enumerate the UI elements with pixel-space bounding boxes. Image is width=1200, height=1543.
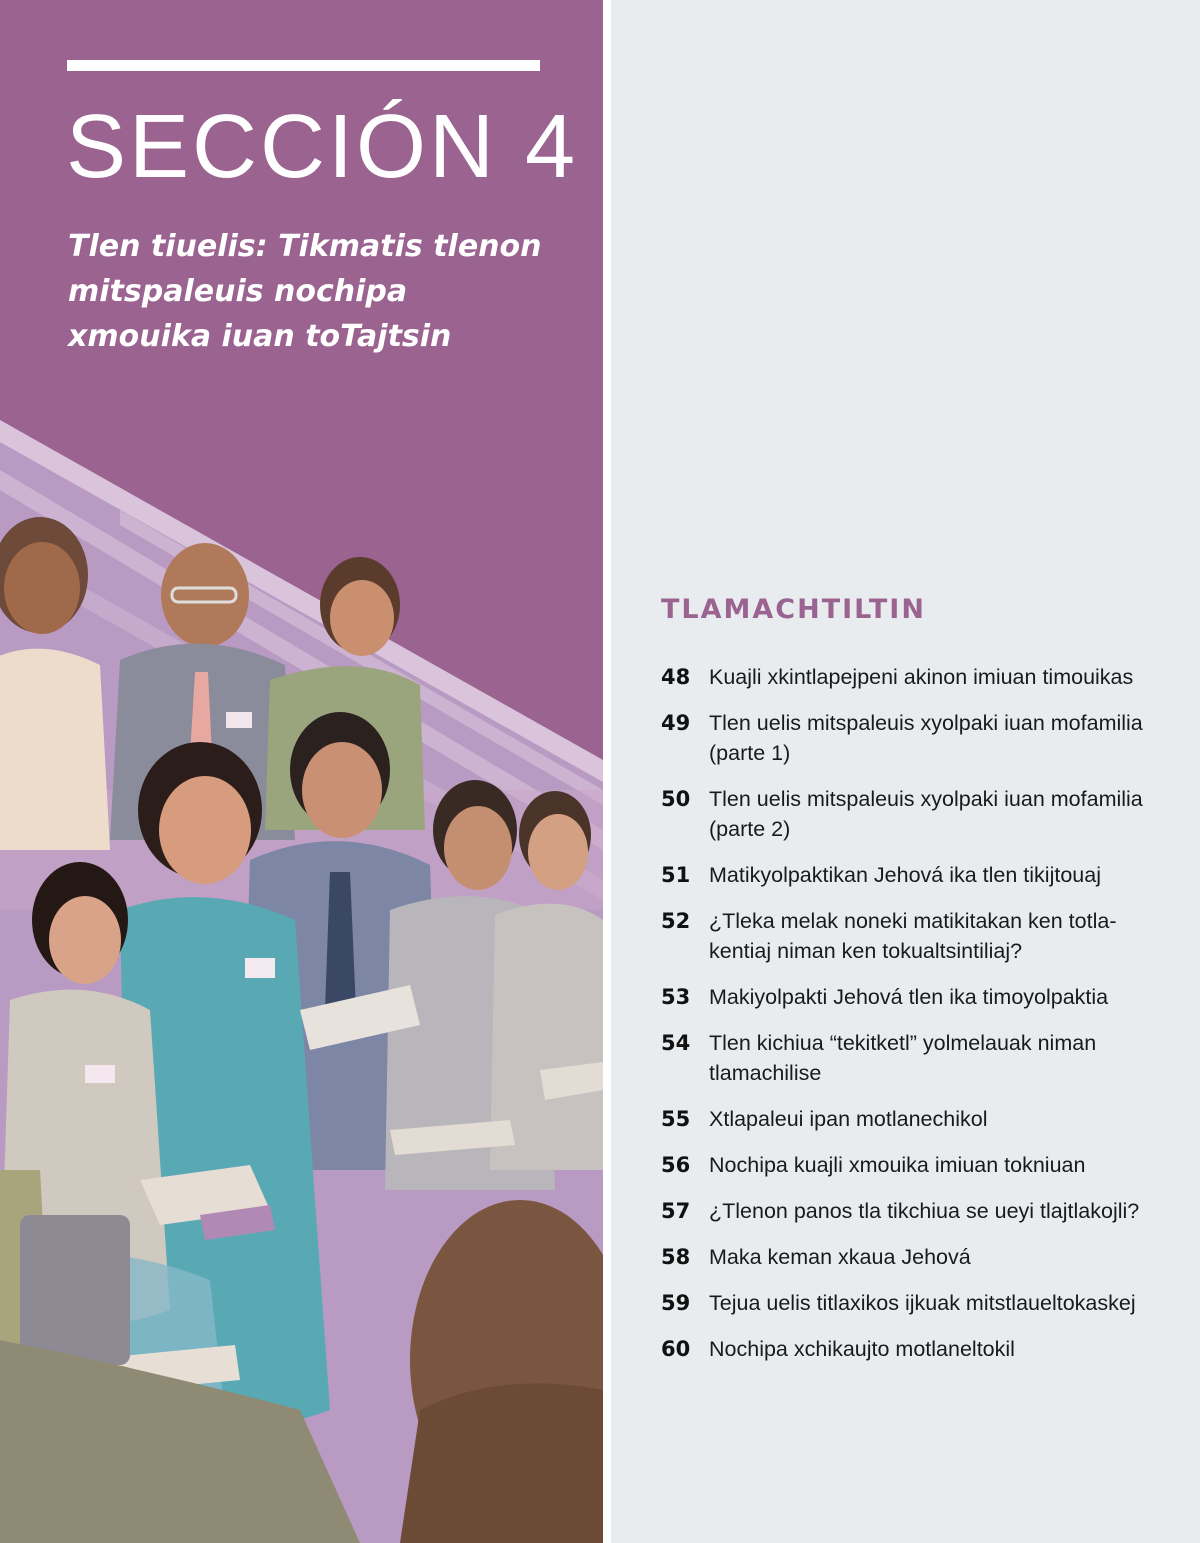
- lesson-title: Tejua uelis titlaxikos ijkuak mitstlaueltokaskej: [709, 1291, 1136, 1315]
- lesson-title: Kuajli xkintlapejpeni akinon imiuan timouikas: [709, 665, 1134, 689]
- section-subtitle: Tlen tiuelis: Tikmatis tlenon mitspaleuis nochipa xmouika iuan toTajtsin: [68, 229, 542, 354]
- lesson-item-49[interactable]: [661, 708, 1161, 768]
- lesson-number: 50: [661, 787, 691, 811]
- lesson-number: 56: [661, 1153, 691, 1177]
- lesson-item-55[interactable]: [661, 1104, 1161, 1134]
- lesson-title: Tlen uelis mitspaleuis xyolpaki iuan mofamilia (parte 2): [709, 787, 1143, 841]
- lesson-title: Tlen kichiua “tekitketl” yolmelauak niman tlamachilise: [709, 1031, 1097, 1085]
- lesson-title: Makiyolpakti Jehová tlen ika timoyolpaktia: [709, 985, 1109, 1009]
- lesson-number: 52: [661, 909, 691, 933]
- congregation-meeting-illustration: [0, 410, 603, 1543]
- lesson-number: 53: [661, 985, 691, 1009]
- lesson-title: ¿Tlenon panos tla tikchiua se ueyi tlajtlakojli?: [709, 1199, 1140, 1223]
- lesson-title: Matikyolpaktikan Jehová ika tlen tikijtouaj: [709, 863, 1101, 887]
- page-divider: [603, 0, 611, 1543]
- lesson-item-50[interactable]: [661, 784, 1161, 844]
- lesson-title: Xtlapaleui ipan motlanechikol: [709, 1107, 988, 1131]
- lesson-item-52[interactable]: [661, 906, 1161, 966]
- lesson-number: 60: [661, 1337, 691, 1361]
- lesson-title: Maka keman xkaua Jehová: [709, 1245, 971, 1269]
- lesson-item-51[interactable]: [661, 860, 1161, 890]
- lesson-item-58[interactable]: [661, 1242, 1161, 1272]
- lesson-title: Nochipa xchikaujto motlaneltokil: [709, 1337, 1015, 1361]
- lesson-item-57[interactable]: [661, 1196, 1161, 1226]
- lesson-title: Tlen uelis mitspaleuis xyolpaki iuan mofamilia (parte 1): [709, 711, 1143, 765]
- lesson-item-59[interactable]: [661, 1288, 1161, 1318]
- lesson-number: 58: [661, 1245, 691, 1269]
- lesson-item-60[interactable]: [661, 1334, 1161, 1364]
- lesson-item-53[interactable]: [661, 982, 1161, 1012]
- lesson-number: 49: [661, 711, 691, 735]
- contents-heading: TLAMACHTILTIN: [661, 594, 926, 625]
- lesson-item-48[interactable]: [661, 662, 1161, 692]
- lesson-item-54[interactable]: [661, 1028, 1161, 1088]
- lesson-number: 48: [661, 665, 691, 689]
- lesson-list: [661, 662, 1161, 1380]
- lesson-number: 54: [661, 1031, 691, 1055]
- lesson-title: Nochipa kuajli xmouika imiuan tokniuan: [709, 1153, 1086, 1177]
- lesson-number: 59: [661, 1291, 691, 1315]
- lesson-number: 55: [661, 1107, 691, 1131]
- title-rule: [67, 60, 540, 71]
- lesson-item-56[interactable]: [661, 1150, 1161, 1180]
- lesson-title: ¿Tleka melak noneki matikitakan ken totlakentiaj niman ken tokualtsintiliaj?: [709, 909, 1117, 963]
- lesson-number: 51: [661, 863, 691, 887]
- section-title: SECCIÓN 4: [66, 97, 579, 197]
- lesson-number: 57: [661, 1199, 691, 1223]
